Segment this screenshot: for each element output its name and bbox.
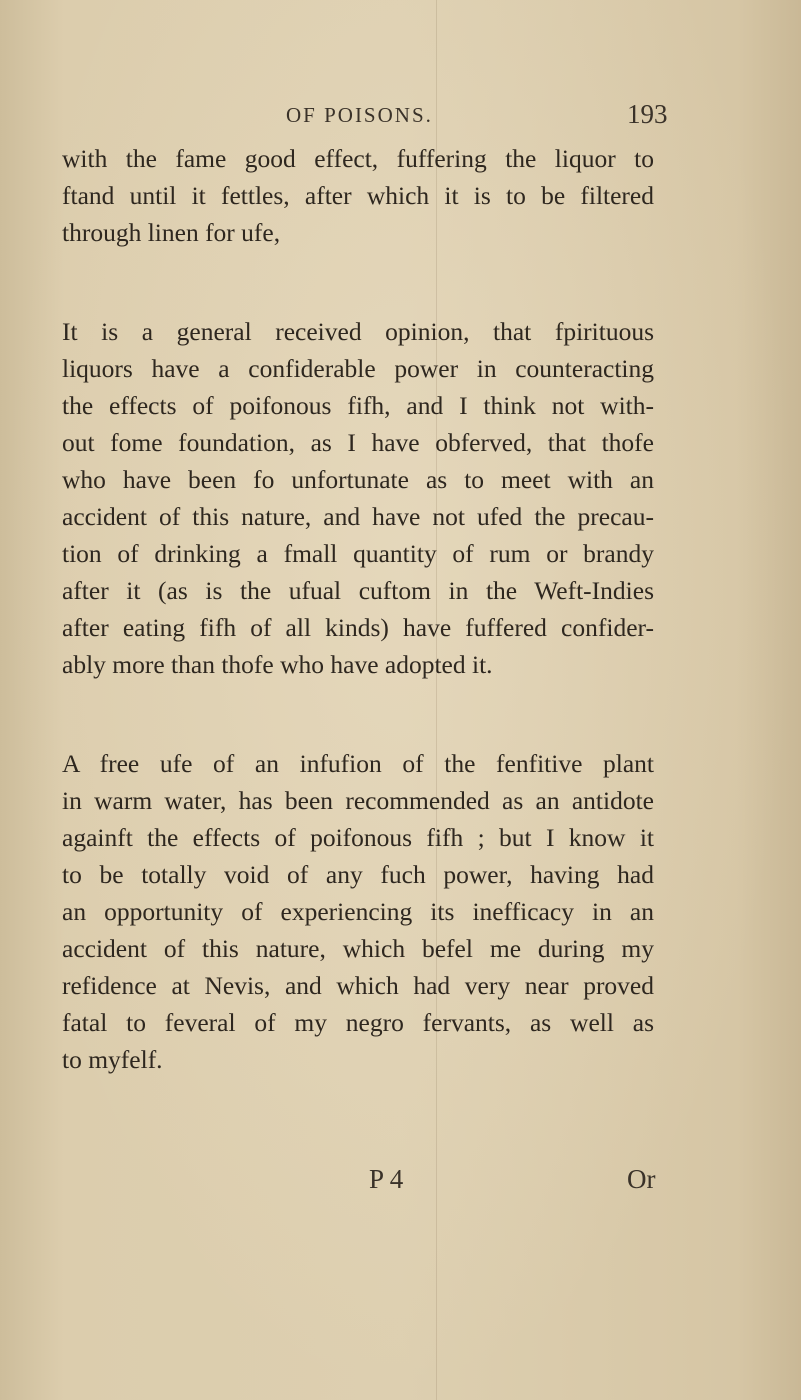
text-line: liquors have a confiderable power in counteracting [62,354,654,383]
catchword: Or [627,1164,656,1194]
paragraph [62,140,654,251]
text-line: A free ufe of an infufion of the fenfitive plant [62,749,654,778]
text-line: in warm water, has been recommended as an antidote [62,786,654,815]
running-head: OF POISONS. [286,103,433,127]
text-line: who have been fo unfortunate as to meet with an [62,465,654,494]
page-header [0,99,801,143]
page-footer [0,1164,801,1204]
text-line: accident of this nature, and have not ufed the precau- [62,502,654,531]
paragraph [62,313,654,683]
text-line: after eating fifh of all kinds) have fuffered confider- [62,613,654,642]
text-line: the effects of poifonous fifh, and I think not with- [62,391,654,420]
text-line: It is a general received opinion, that fpirituous [62,317,654,346]
text-line: to myfelf. [62,1045,163,1074]
text-line: through linen for ufe, [62,218,281,247]
text-line: out fome foundation, as I have obferved, that thofe [62,428,654,457]
text-line: refidence at Nevis, and which had very near proved [62,971,654,1000]
text-line: an opportunity of experiencing its inefficacy in an [62,897,654,926]
text-line: fatal to feveral of my negro fervants, as well as [62,1008,654,1037]
text-line: after it (as is the ufual cuftom in the Weft-Indies [62,576,654,605]
text-line: ftand until it fettles, after which it is to be filtered [62,181,654,210]
text-line: accident of this nature, which befel me during my [62,934,654,963]
signature-mark: P 4 [369,1164,404,1194]
text-line: ably more than thofe who have adopted it. [62,650,493,679]
text-line: to be totally void of any fuch power, having had [62,860,654,889]
text-line: with the fame good effect, fuffering the liquor to [62,144,654,173]
text-line: againft the effects of poifonous fifh ; but I know it [62,823,654,852]
body-text [62,140,654,1078]
paragraph [62,745,654,1078]
page-number: 193 [627,99,668,129]
text-line: tion of drinking a fmall quantity of rum or brandy [62,539,654,568]
